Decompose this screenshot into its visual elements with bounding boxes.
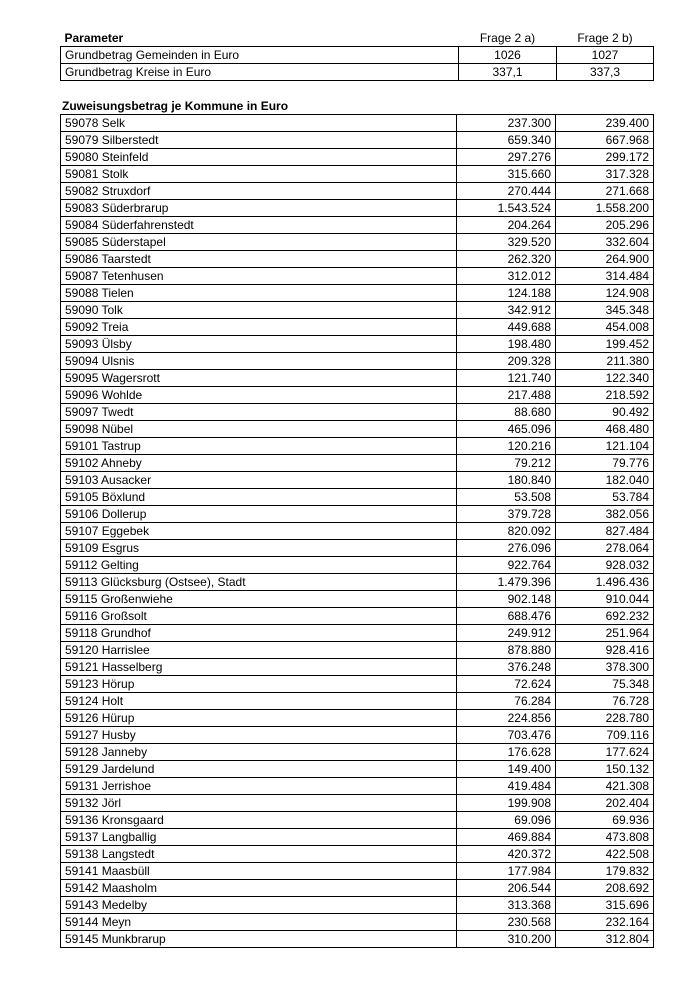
frage-2a-value: 419.484 bbox=[457, 778, 556, 795]
frage-2b-value: 345.348 bbox=[556, 302, 654, 319]
table-row bbox=[61, 914, 654, 931]
frage-2b-value: 928.032 bbox=[556, 557, 654, 574]
table-row bbox=[61, 829, 654, 846]
frage-2a-value: 420.372 bbox=[457, 846, 556, 863]
kommune-name: 59128 Janneby bbox=[61, 744, 457, 761]
frage-2a-value: 69.096 bbox=[457, 812, 556, 829]
frage-2b-value: 312.804 bbox=[556, 931, 654, 948]
frage-2a-value: 204.264 bbox=[457, 217, 556, 234]
table-row bbox=[61, 200, 654, 217]
frage-2b-value: 382.056 bbox=[556, 506, 654, 523]
frage-2b-value: 208.692 bbox=[556, 880, 654, 897]
table-row bbox=[61, 115, 654, 132]
frage-2a-value: 688.476 bbox=[457, 608, 556, 625]
table-row bbox=[61, 625, 654, 642]
frage-2a-value: 342.912 bbox=[457, 302, 556, 319]
kommune-name: 59136 Kronsgaard bbox=[61, 812, 457, 829]
frage-2b-value: 692.232 bbox=[556, 608, 654, 625]
frage-2a-value: 878.880 bbox=[457, 642, 556, 659]
table-row bbox=[61, 642, 654, 659]
table-row bbox=[61, 897, 654, 914]
frage-2a-value: 237.300 bbox=[457, 115, 556, 132]
frage-2a-value: 310.200 bbox=[457, 931, 556, 948]
table-row bbox=[61, 659, 654, 676]
table-row bbox=[61, 846, 654, 863]
table-row bbox=[61, 336, 654, 353]
kommune-name: 59087 Tetenhusen bbox=[61, 268, 457, 285]
table-row bbox=[61, 438, 654, 455]
kommune-name: 59102 Ahneby bbox=[61, 455, 457, 472]
frage-2b-value: 239.400 bbox=[556, 115, 654, 132]
table-row bbox=[61, 370, 654, 387]
frage-2b-value: 454.008 bbox=[556, 319, 654, 336]
frage-2a-value: 1026 bbox=[459, 47, 557, 64]
parameter-label: Grundbetrag Gemeinden in Euro bbox=[61, 47, 459, 64]
table-row bbox=[61, 506, 654, 523]
frage-2a-value: 449.688 bbox=[457, 319, 556, 336]
frage-2a-value: 180.840 bbox=[457, 472, 556, 489]
frage-2a-value: 120.216 bbox=[457, 438, 556, 455]
table-row bbox=[61, 183, 654, 200]
table-row bbox=[61, 676, 654, 693]
kommune-name: 59109 Esgrus bbox=[61, 540, 457, 557]
frage-2b-header: Frage 2 b) bbox=[577, 31, 633, 45]
table-row bbox=[61, 472, 654, 489]
frage-2b-value: 314.484 bbox=[556, 268, 654, 285]
frage-2a-value: 88.680 bbox=[457, 404, 556, 421]
frage-2a-value: 121.740 bbox=[457, 370, 556, 387]
frage-2b-value: 315.696 bbox=[556, 897, 654, 914]
table-row bbox=[61, 812, 654, 829]
parameter-header: Parameter bbox=[64, 31, 124, 45]
frage-2b-value: 910.044 bbox=[556, 591, 654, 608]
kommune-name: 59123 Hörup bbox=[61, 676, 457, 693]
frage-2b-value: 271.668 bbox=[556, 183, 654, 200]
parameter-header-row bbox=[61, 30, 654, 47]
frage-2b-value: 473.808 bbox=[556, 829, 654, 846]
frage-2b-value: 264.900 bbox=[556, 251, 654, 268]
kommune-name: 59124 Holt bbox=[61, 693, 457, 710]
frage-2a-value: 1.543.524 bbox=[457, 200, 556, 217]
frage-2b-value: 150.132 bbox=[556, 761, 654, 778]
frage-2b-value: 709.116 bbox=[556, 727, 654, 744]
parameter-label: Grundbetrag Kreise in Euro bbox=[61, 64, 459, 81]
table-row bbox=[61, 523, 654, 540]
kommune-name: 59093 Ülsby bbox=[61, 336, 457, 353]
kommune-name: 59105 Böxlund bbox=[61, 489, 457, 506]
table-row bbox=[61, 557, 654, 574]
table-row bbox=[61, 693, 654, 710]
frage-2b-value: 228.780 bbox=[556, 710, 654, 727]
frage-2a-value: 217.488 bbox=[457, 387, 556, 404]
kommune-name: 59094 Ulsnis bbox=[61, 353, 457, 370]
table-row bbox=[61, 710, 654, 727]
frage-2a-value: 270.444 bbox=[457, 183, 556, 200]
kommune-name: 59138 Langstedt bbox=[61, 846, 457, 863]
kommune-name: 59086 Taarstedt bbox=[61, 251, 457, 268]
kommune-name: 59083 Süderbrarup bbox=[61, 200, 457, 217]
kommune-name: 59121 Hasselberg bbox=[61, 659, 457, 676]
frage-2b-value: 121.104 bbox=[556, 438, 654, 455]
table-row bbox=[61, 574, 654, 591]
kommune-name: 59096 Wohlde bbox=[61, 387, 457, 404]
frage-2a-value: 209.328 bbox=[457, 353, 556, 370]
table-row bbox=[61, 744, 654, 761]
kommune-name: 59126 Hürup bbox=[61, 710, 457, 727]
table-row bbox=[61, 353, 654, 370]
kommune-name: 59129 Jardelund bbox=[61, 761, 457, 778]
frage-2a-value: 313.368 bbox=[457, 897, 556, 914]
frage-2a-value: 177.984 bbox=[457, 863, 556, 880]
kommune-name: 59079 Silberstedt bbox=[61, 132, 457, 149]
frage-2a-value: 199.908 bbox=[457, 795, 556, 812]
kommune-name: 59113 Glücksburg (Ostsee), Stadt bbox=[61, 574, 457, 591]
frage-2b-value: 317.328 bbox=[556, 166, 654, 183]
frage-2b-value: 667.968 bbox=[556, 132, 654, 149]
frage-2a-value: 230.568 bbox=[457, 914, 556, 931]
parameter-row bbox=[61, 64, 654, 81]
kommune-name: 59081 Stolk bbox=[61, 166, 457, 183]
frage-2b-value: 232.164 bbox=[556, 914, 654, 931]
table-row bbox=[61, 931, 654, 948]
frage-2a-value: 198.480 bbox=[457, 336, 556, 353]
table-row bbox=[61, 166, 654, 183]
table-row bbox=[61, 761, 654, 778]
zuweisung-table bbox=[60, 114, 654, 948]
frage-2b-value: 69.936 bbox=[556, 812, 654, 829]
frage-2b-value: 928.416 bbox=[556, 642, 654, 659]
frage-2b-value: 124.908 bbox=[556, 285, 654, 302]
table-row bbox=[61, 608, 654, 625]
zuweisung-title: Zuweisungsbetrag je Kommune in Euro bbox=[62, 99, 289, 113]
frage-2a-value: 176.628 bbox=[457, 744, 556, 761]
frage-2a-value: 249.912 bbox=[457, 625, 556, 642]
kommune-name: 59112 Gelting bbox=[61, 557, 457, 574]
parameter-row bbox=[61, 47, 654, 64]
table-row bbox=[61, 319, 654, 336]
kommune-name: 59098 Nübel bbox=[61, 421, 457, 438]
kommune-name: 59095 Wagersrott bbox=[61, 370, 457, 387]
frage-2a-header: Frage 2 a) bbox=[479, 31, 536, 45]
kommune-name: 59145 Munkbrarup bbox=[61, 931, 457, 948]
table-row bbox=[61, 132, 654, 149]
frage-2b-value: 251.964 bbox=[556, 625, 654, 642]
frage-2a-value: 469.884 bbox=[457, 829, 556, 846]
table-row bbox=[61, 251, 654, 268]
frage-2a-value: 376.248 bbox=[457, 659, 556, 676]
kommune-name: 59090 Tolk bbox=[61, 302, 457, 319]
frage-2b-value: 827.484 bbox=[556, 523, 654, 540]
frage-2b-value: 1.558.200 bbox=[556, 200, 654, 217]
table-row bbox=[61, 778, 654, 795]
kommune-name: 59097 Twedt bbox=[61, 404, 457, 421]
frage-2a-value: 902.148 bbox=[457, 591, 556, 608]
frage-2a-value: 297.276 bbox=[457, 149, 556, 166]
kommune-name: 59107 Eggebek bbox=[61, 523, 457, 540]
frage-2b-value: 218.592 bbox=[556, 387, 654, 404]
kommune-name: 59131 Jerrishoe bbox=[61, 778, 457, 795]
kommune-name: 59118 Grundhof bbox=[61, 625, 457, 642]
table-row bbox=[61, 489, 654, 506]
frage-2a-value: 53.508 bbox=[457, 489, 556, 506]
frage-2b-value: 1027 bbox=[557, 47, 654, 64]
frage-2a-value: 262.320 bbox=[457, 251, 556, 268]
kommune-name: 59082 Struxdorf bbox=[61, 183, 457, 200]
frage-2b-value: 90.492 bbox=[556, 404, 654, 421]
frage-2a-value: 206.544 bbox=[457, 880, 556, 897]
kommune-name: 59141 Maasbüll bbox=[61, 863, 457, 880]
frage-2b-value: 202.404 bbox=[556, 795, 654, 812]
kommune-name: 59144 Meyn bbox=[61, 914, 457, 931]
kommune-name: 59088 Tielen bbox=[61, 285, 457, 302]
frage-2a-value: 72.624 bbox=[457, 676, 556, 693]
table-row bbox=[61, 234, 654, 251]
table-row bbox=[61, 404, 654, 421]
frage-2a-value: 1.479.396 bbox=[457, 574, 556, 591]
table-row bbox=[61, 387, 654, 404]
kommune-name: 59085 Süderstapel bbox=[61, 234, 457, 251]
kommune-name: 59127 Husby bbox=[61, 727, 457, 744]
frage-2a-value: 224.856 bbox=[457, 710, 556, 727]
frage-2b-value: 422.508 bbox=[556, 846, 654, 863]
kommune-name: 59106 Dollerup bbox=[61, 506, 457, 523]
table-row bbox=[61, 727, 654, 744]
table-row bbox=[61, 880, 654, 897]
table-row bbox=[61, 217, 654, 234]
frage-2b-value: 332.604 bbox=[556, 234, 654, 251]
kommune-name: 59080 Steinfeld bbox=[61, 149, 457, 166]
frage-2b-value: 177.624 bbox=[556, 744, 654, 761]
frage-2b-value: 468.480 bbox=[556, 421, 654, 438]
frage-2b-value: 1.496.436 bbox=[556, 574, 654, 591]
table-row bbox=[61, 421, 654, 438]
kommune-name: 59078 Selk bbox=[61, 115, 457, 132]
frage-2a-value: 379.728 bbox=[457, 506, 556, 523]
table-row bbox=[61, 540, 654, 557]
frage-2a-value: 76.284 bbox=[457, 693, 556, 710]
frage-2b-value: 205.296 bbox=[556, 217, 654, 234]
frage-2b-value: 337,3 bbox=[557, 64, 654, 81]
table-row bbox=[61, 149, 654, 166]
frage-2a-value: 312.012 bbox=[457, 268, 556, 285]
frage-2a-value: 820.092 bbox=[457, 523, 556, 540]
frage-2b-value: 75.348 bbox=[556, 676, 654, 693]
kommune-name: 59120 Harrislee bbox=[61, 642, 457, 659]
frage-2b-value: 299.172 bbox=[556, 149, 654, 166]
kommune-name: 59116 Großsolt bbox=[61, 608, 457, 625]
frage-2a-value: 276.096 bbox=[457, 540, 556, 557]
frage-2a-value: 922.764 bbox=[457, 557, 556, 574]
frage-2b-value: 79.776 bbox=[556, 455, 654, 472]
kommune-name: 59143 Medelby bbox=[61, 897, 457, 914]
frage-2b-value: 378.300 bbox=[556, 659, 654, 676]
frage-2b-value: 76.728 bbox=[556, 693, 654, 710]
frage-2a-value: 149.400 bbox=[457, 761, 556, 778]
frage-2b-value: 179.832 bbox=[556, 863, 654, 880]
kommune-name: 59137 Langballig bbox=[61, 829, 457, 846]
frage-2b-value: 182.040 bbox=[556, 472, 654, 489]
frage-2a-value: 337,1 bbox=[459, 64, 557, 81]
table-row bbox=[61, 268, 654, 285]
kommune-name: 59084 Süderfahrenstedt bbox=[61, 217, 457, 234]
frage-2a-value: 124.188 bbox=[457, 285, 556, 302]
parameter-table bbox=[60, 30, 654, 81]
table-row bbox=[61, 795, 654, 812]
table-row bbox=[61, 302, 654, 319]
table-row bbox=[61, 591, 654, 608]
kommune-name: 59092 Treia bbox=[61, 319, 457, 336]
frage-2a-value: 79.212 bbox=[457, 455, 556, 472]
kommune-name: 59132 Jörl bbox=[61, 795, 457, 812]
table-row bbox=[61, 863, 654, 880]
frage-2a-value: 465.096 bbox=[457, 421, 556, 438]
kommune-name: 59115 Großenwiehe bbox=[61, 591, 457, 608]
frage-2b-value: 211.380 bbox=[556, 353, 654, 370]
frage-2a-value: 703.476 bbox=[457, 727, 556, 744]
frage-2a-value: 329.520 bbox=[457, 234, 556, 251]
frage-2b-value: 278.064 bbox=[556, 540, 654, 557]
frage-2b-value: 53.784 bbox=[556, 489, 654, 506]
frage-2a-value: 315.660 bbox=[457, 166, 556, 183]
kommune-name: 59103 Ausacker bbox=[61, 472, 457, 489]
frage-2b-value: 122.340 bbox=[556, 370, 654, 387]
frage-2b-value: 421.308 bbox=[556, 778, 654, 795]
frage-2a-value: 659.340 bbox=[457, 132, 556, 149]
frage-2b-value: 199.452 bbox=[556, 336, 654, 353]
kommune-name: 59142 Maasholm bbox=[61, 880, 457, 897]
table-row bbox=[61, 455, 654, 472]
table-row bbox=[61, 285, 654, 302]
kommune-name: 59101 Tastrup bbox=[61, 438, 457, 455]
